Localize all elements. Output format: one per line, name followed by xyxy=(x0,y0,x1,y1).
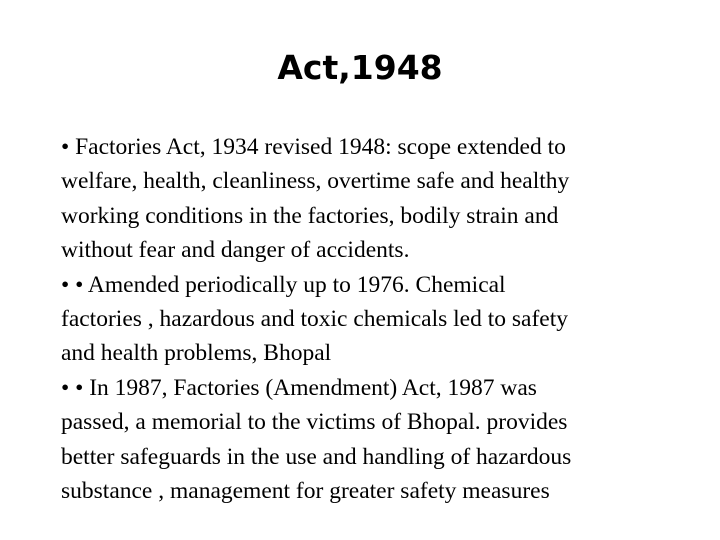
body-line: better safeguards in the use and handling of hazardous xyxy=(61,443,572,470)
body-line: factories , hazardous and toxic chemicals led to safety xyxy=(61,306,569,333)
body-line: • Factories Act, 1934 revised 1948: scope extended to xyxy=(61,134,566,160)
body-line: and health problems, Bhopal xyxy=(61,340,332,367)
body-line: passed, a memorial to the victims of Bhopal. provides xyxy=(61,409,568,436)
body-line: • • Amended periodically up to 1976. Chemical xyxy=(61,271,506,298)
body-line: welfare, health, cleanliness, overtime safe and healthy xyxy=(61,168,570,195)
body-line: • • In 1987, Factories (Amendment) Act, 1987 was xyxy=(61,374,537,401)
slide-body xyxy=(61,130,681,508)
body-line: substance , management for greater safety measures xyxy=(61,478,550,505)
slide-title: Act,1948 xyxy=(277,48,443,87)
body-line: without fear and danger of accidents. xyxy=(61,237,410,264)
body-line: working conditions in the factories, bodily strain and xyxy=(61,202,559,229)
